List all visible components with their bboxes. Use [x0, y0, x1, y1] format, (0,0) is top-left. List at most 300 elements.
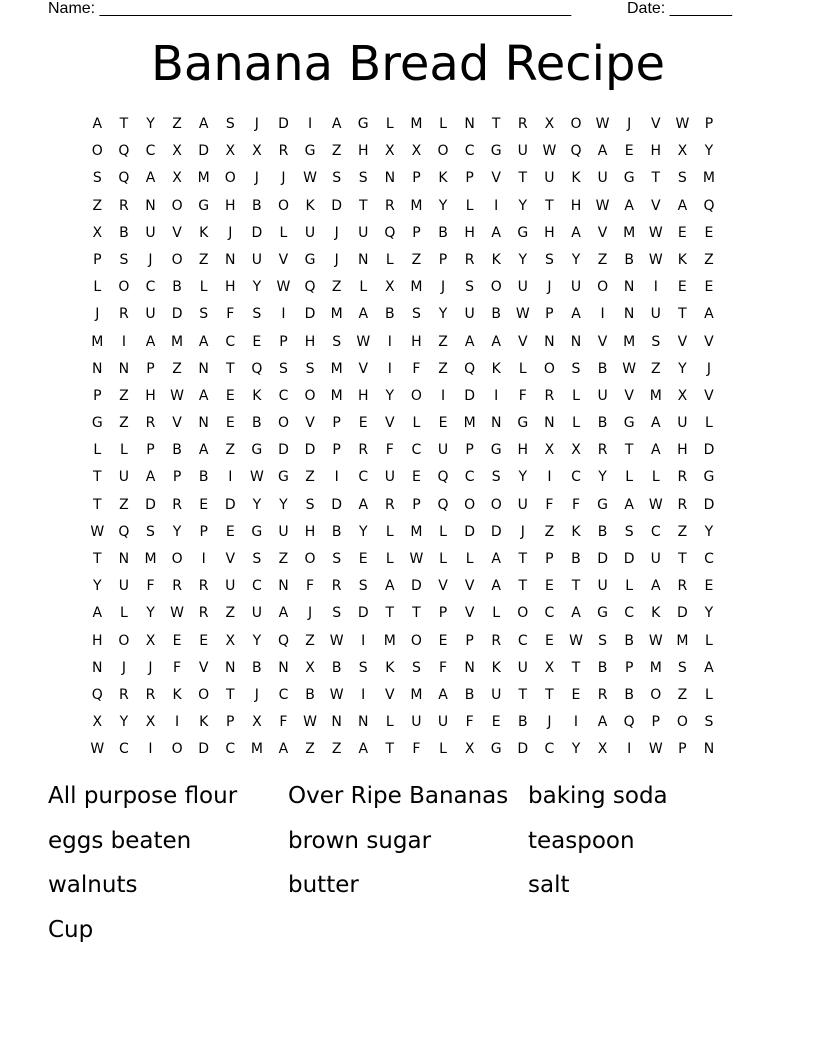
grid-letter: Z [677, 686, 688, 703]
grid-letter: L [385, 714, 394, 731]
word-list-item: All purpose flour [48, 783, 238, 809]
grid-letter: H [225, 197, 236, 214]
grid-letter: J [334, 251, 339, 268]
grid-letter: N [118, 551, 130, 567]
grid-letter: P [438, 605, 448, 622]
grid-letter: Q [304, 279, 316, 296]
grid-letter: P [412, 224, 421, 241]
grid-letter: B [491, 306, 501, 323]
grid-letter: D [198, 741, 210, 758]
grid-letter: M [171, 333, 184, 350]
grid-letter: D [171, 306, 183, 323]
grid-letter: X [225, 632, 236, 649]
grid-letter: S [92, 170, 102, 187]
grid-letter: P [412, 170, 421, 187]
grid-letter: S [252, 551, 262, 567]
grid-letter: U [677, 415, 688, 432]
grid-letter: R [384, 496, 395, 513]
grid-letter: V [438, 578, 448, 595]
grid-letter: U [650, 306, 661, 323]
grid-letter: S [411, 659, 421, 676]
grid-letter: G [304, 143, 316, 160]
grid-letter: F [545, 496, 554, 513]
grid-letter: Z [438, 333, 448, 350]
grid-letter: M [623, 224, 636, 241]
grid-letter: N [92, 360, 103, 377]
grid-letter: O [676, 714, 688, 731]
grid-letter: D [676, 605, 688, 622]
grid-letter: U [464, 306, 475, 323]
grid-letter: V [624, 387, 634, 404]
grid-letter: Z [438, 360, 448, 377]
grid-letter: L [439, 741, 447, 758]
grid-letter: N [703, 741, 715, 758]
grid-letter: Q [437, 496, 449, 513]
grid-letter: T [93, 496, 102, 513]
grid-letter: E [225, 415, 235, 432]
grid-row [84, 138, 734, 165]
grid-letter: G [251, 442, 263, 459]
grid-letter: Y [438, 306, 448, 323]
grid-letter: A [278, 605, 289, 622]
grid-letter: H [544, 224, 555, 241]
grid-letter: H [677, 442, 688, 459]
grid-letter: Z [225, 442, 236, 459]
grid-letter: X [172, 143, 182, 160]
grid-letter: P [332, 415, 341, 432]
grid-letter: U [517, 279, 528, 296]
grid-letter: N [118, 360, 130, 377]
grid-letter: O [118, 632, 130, 649]
grid-letter: R [517, 116, 528, 132]
grid-letter: A [677, 197, 688, 214]
grid-letter: D [464, 387, 475, 404]
grid-letter: O [410, 632, 422, 649]
grid-letter: W [249, 469, 264, 486]
grid-letter: E [544, 632, 554, 649]
grid-letter: H [92, 632, 103, 649]
grid-letter: W [170, 605, 184, 622]
grid-letter: L [385, 251, 394, 268]
grid-letter: I [361, 632, 366, 649]
grid-letter: Q [91, 686, 103, 703]
grid-letter: O [198, 686, 210, 703]
grid-letter: J [627, 116, 632, 132]
grid-letter: U [650, 551, 661, 567]
grid-letter: H [411, 333, 422, 350]
grid-letter: H [570, 197, 582, 214]
grid-letter: Z [198, 251, 209, 268]
grid-letter: C [704, 551, 714, 567]
grid-letter: N [331, 714, 342, 731]
grid-letter: G [198, 197, 210, 214]
grid-letter: H [225, 279, 236, 296]
grid-letter: K [571, 523, 581, 540]
grid-letter: T [225, 686, 235, 703]
grid-letter: U [597, 387, 608, 404]
grid-letter: Y [358, 523, 368, 540]
grid-letter: R [198, 605, 209, 622]
word-list-item: Over Ripe Bananas [288, 783, 509, 809]
grid-letter: A [92, 605, 103, 622]
grid-letter: Z [172, 360, 182, 377]
grid-letter: F [465, 714, 474, 731]
grid-letter: N [464, 659, 475, 676]
page-title: Banana Bread Recipe [150, 36, 665, 92]
grid-letter: O [118, 279, 130, 296]
grid-letter: E [704, 224, 714, 241]
grid-letter: T [678, 551, 687, 567]
grid-letter: U [517, 143, 528, 160]
grid-letter: I [547, 469, 552, 486]
grid-letter: Z [331, 143, 342, 160]
grid-letter: I [440, 387, 446, 404]
grid-letter: Y [252, 496, 262, 513]
grid-letter: E [677, 279, 687, 296]
grid-letter: Q [251, 360, 263, 377]
grid-letter: B [305, 686, 315, 703]
grid-letter: Z [305, 741, 315, 758]
grid-letter: I [361, 686, 366, 703]
grid-letter: T [93, 551, 102, 567]
grid-letter: H [517, 442, 529, 459]
grid-letter: P [93, 387, 102, 404]
grid-letter: I [175, 714, 180, 731]
grid-letter: W [569, 632, 583, 649]
grid-letter: A [491, 224, 501, 241]
grid-letter: B [385, 306, 395, 323]
grid-letter: I [600, 306, 605, 323]
grid-letter: W [303, 714, 317, 731]
grid-letter: M [330, 306, 343, 323]
grid-letter: B [252, 197, 262, 214]
grid-letter: N [92, 659, 103, 676]
grid-letter: C [464, 143, 475, 160]
grid-letter: O [277, 415, 289, 432]
grid-letter: X [677, 387, 688, 404]
grid-letter: M [649, 659, 662, 676]
grid-letter: Q [384, 224, 396, 241]
grid-row [84, 329, 734, 356]
grid-letter: D [304, 442, 316, 459]
grid-letter: E [199, 496, 209, 513]
grid-letter: X [305, 659, 315, 676]
word-list-item: teaspoon [528, 827, 635, 854]
grid-letter: R [677, 578, 688, 595]
grid-letter: B [624, 251, 634, 268]
grid-letter: G [304, 251, 316, 268]
grid-letter: W [595, 197, 610, 214]
grid-letter: H [464, 224, 475, 241]
grid-letter: M [410, 279, 423, 296]
grid-letter: T [571, 659, 581, 676]
grid-letter: A [650, 415, 661, 432]
grid-letter: E [677, 224, 687, 241]
grid-letter: M [144, 551, 157, 567]
grid-letter: O [410, 387, 422, 404]
grid-letter: U [304, 224, 316, 241]
grid-letter: V [278, 251, 289, 268]
grid-letter: E [358, 415, 368, 432]
grid-row [84, 247, 734, 274]
grid-letter: C [517, 632, 528, 649]
grid-letter: C [358, 469, 369, 486]
grid-letter: H [357, 143, 369, 160]
grid-letter: Z [119, 387, 129, 404]
grid-letter: T [93, 469, 102, 486]
grid-letter: U [384, 469, 395, 486]
grid-letter: T [491, 116, 501, 132]
grid-letter: Q [118, 170, 130, 187]
grid-letter: S [411, 306, 421, 323]
grid-letter: N [198, 360, 209, 377]
grid-letter: A [624, 496, 634, 513]
grid-letter: N [225, 251, 236, 268]
grid-letter: S [225, 116, 235, 132]
grid-letter: S [119, 251, 129, 268]
grid-letter: M [250, 741, 263, 758]
grid-letter: V [597, 224, 608, 241]
grid-row [84, 193, 734, 220]
grid-letter: R [491, 632, 502, 649]
grid-letter: B [172, 279, 182, 296]
grid-letter: J [706, 360, 712, 377]
grid-letter: V [358, 360, 369, 377]
grid-letter: F [306, 578, 315, 595]
grid-letter: B [252, 659, 262, 676]
grid-letter: Z [119, 496, 129, 513]
grid-letter: R [597, 686, 608, 703]
grid-letter: A [464, 333, 475, 350]
word-list-item: salt [528, 872, 570, 898]
grid-letter: U [570, 279, 582, 296]
grid-letter: C [544, 741, 555, 758]
grid-letter: T [571, 578, 581, 595]
grid-letter: I [334, 469, 339, 486]
grid-row [84, 600, 734, 627]
grid-letter: M [676, 632, 689, 649]
grid-letter: S [252, 306, 262, 323]
grid-letter: E [199, 632, 209, 649]
grid-letter: T [119, 116, 129, 132]
grid-letter: S [332, 333, 342, 350]
grid-letter: P [465, 632, 474, 649]
grid-letter: D [145, 496, 156, 513]
grid-letter: V [198, 659, 209, 676]
grid-letter: A [331, 116, 342, 132]
grid-letter: M [410, 197, 423, 214]
grid-letter: K [491, 251, 501, 268]
grid-letter: Y [678, 360, 687, 377]
grid-letter: S [624, 523, 634, 540]
grid-letter: M [330, 360, 343, 377]
grid-letter: W [675, 116, 690, 132]
grid-letter: O [171, 251, 183, 268]
grid-row [84, 492, 734, 519]
grid-letter: G [703, 469, 715, 486]
grid-letter: I [148, 741, 153, 758]
grid-letter: K [677, 251, 687, 268]
grid-letter: X [145, 632, 156, 649]
grid-letter: W [90, 523, 105, 540]
grid-letter: H [145, 387, 156, 404]
grid-letter: O [490, 496, 502, 513]
grid-letter: A [198, 442, 209, 459]
grid-letter: M [330, 387, 343, 404]
grid-letter: Y [146, 116, 155, 132]
grid-letter: X [385, 279, 395, 296]
grid-letter: X [571, 442, 581, 459]
grid-letter: U [145, 306, 156, 323]
grid-letter: A [491, 551, 501, 567]
grid-letter: X [385, 143, 395, 160]
grid-letter: A [358, 306, 369, 323]
grid-letter: I [627, 741, 632, 758]
grid-letter: D [703, 442, 715, 459]
grid-letter: Y [279, 496, 288, 513]
grid-letter: O [277, 197, 289, 214]
grid-letter: S [704, 714, 714, 731]
grid-letter: W [276, 279, 291, 296]
grid-letter: C [544, 605, 555, 622]
grid-letter: X [677, 143, 688, 160]
grid-letter: E [358, 551, 368, 567]
grid-letter: G [490, 741, 502, 758]
grid-letter: D [464, 523, 475, 540]
grid-letter: J [95, 306, 100, 323]
grid-row [84, 383, 734, 410]
grid-letter: M [410, 686, 423, 703]
grid-letter: D [490, 523, 502, 540]
grid-letter: N [198, 415, 209, 432]
grid-letter: B [119, 224, 129, 241]
grid-letter: A [597, 143, 608, 160]
grid-letter: R [544, 387, 555, 404]
grid-letter: D [304, 306, 316, 323]
grid-letter: R [145, 415, 156, 432]
grid-letter: Q [118, 143, 130, 160]
grid-letter: N [225, 659, 236, 676]
grid-letter: B [464, 686, 475, 703]
grid-letter: Q [464, 360, 476, 377]
word-list [48, 778, 768, 956]
grid-letter: F [412, 360, 421, 377]
grid-letter: O [304, 387, 316, 404]
grid-letter: U [491, 686, 502, 703]
grid-letter: I [307, 116, 313, 132]
grid-letter: C [251, 578, 262, 595]
grid-letter: K [252, 387, 262, 404]
grid-letter: J [254, 170, 259, 187]
grid-letter: I [121, 333, 126, 350]
grid-letter: N [278, 659, 289, 676]
grid-letter: N [384, 170, 396, 187]
grid-letter: O [650, 686, 662, 703]
grid-letter: V [704, 387, 714, 404]
grid-letter: D [278, 116, 289, 132]
grid-letter: M [702, 170, 715, 187]
grid-letter: N [464, 116, 475, 132]
grid-letter: P [465, 442, 474, 459]
grid-letter: X [252, 714, 262, 731]
grid-letter: G [91, 415, 103, 432]
grid-letter: S [465, 279, 475, 296]
grid-letter: R [677, 469, 688, 486]
grid-letter: U [597, 578, 608, 595]
grid-letter: B [624, 632, 634, 649]
grid-letter: K [571, 170, 581, 187]
grid-letter: W [409, 551, 424, 567]
grid-letter: Q [118, 523, 130, 540]
word-search-grid [84, 111, 734, 761]
grid-letter: A [358, 496, 369, 513]
grid-letter: W [648, 251, 663, 268]
grid-letter: L [279, 224, 288, 241]
word-list-item: baking soda [528, 783, 668, 809]
grid-letter: N [145, 197, 156, 214]
grid-letter: M [410, 523, 423, 540]
grid-letter: X [597, 741, 608, 758]
grid-letter: U [118, 469, 130, 486]
grid-letter: Y [704, 605, 714, 622]
grid-letter: T [624, 442, 634, 459]
grid-row [84, 274, 734, 301]
grid-letter: L [492, 605, 501, 622]
grid-letter: N [623, 306, 635, 323]
grid-letter: X [92, 224, 103, 241]
grid-letter: H [650, 143, 662, 160]
word-list-item: Cup [48, 916, 94, 943]
grid-letter: G [251, 523, 263, 540]
grid-letter: Z [544, 523, 555, 540]
grid-letter: M [463, 415, 476, 432]
grid-letter: T [412, 605, 421, 622]
grid-letter: Y [252, 279, 262, 296]
grid-letter: L [439, 551, 447, 567]
grid-letter: Z [172, 116, 182, 132]
grid-letter: L [439, 523, 447, 540]
grid-letter: T [545, 197, 554, 214]
grid-letter: R [278, 143, 289, 160]
grid-letter: T [518, 551, 528, 567]
grid-letter: F [173, 659, 182, 676]
grid-letter: A [145, 469, 156, 486]
grid-letter: G [357, 116, 369, 132]
grid-letter: Y [146, 605, 155, 622]
grid-letter: K [438, 170, 448, 187]
grid-letter: N [278, 578, 289, 595]
grid-letter: P [651, 714, 660, 731]
grid-letter: J [520, 523, 525, 540]
grid-letter: L [119, 605, 128, 622]
grid-letter: L [572, 387, 580, 404]
grid-letter: G [278, 469, 289, 486]
word-list-item: walnuts [48, 872, 138, 898]
grid-letter: K [385, 659, 395, 676]
grid-letter: T [518, 578, 528, 595]
grid-letter: A [92, 116, 103, 132]
grid-letter: F [571, 496, 581, 513]
grid-letter: W [622, 360, 637, 377]
grid-letter: A [571, 224, 581, 241]
grid-letter: R [358, 442, 369, 459]
grid-letter: V [464, 578, 475, 595]
grid-letter: Q [703, 197, 715, 214]
grid-letter: O [224, 170, 236, 187]
grid-letter: D [278, 442, 289, 459]
grid-letter: U [145, 224, 156, 241]
grid-letter: J [307, 605, 313, 622]
